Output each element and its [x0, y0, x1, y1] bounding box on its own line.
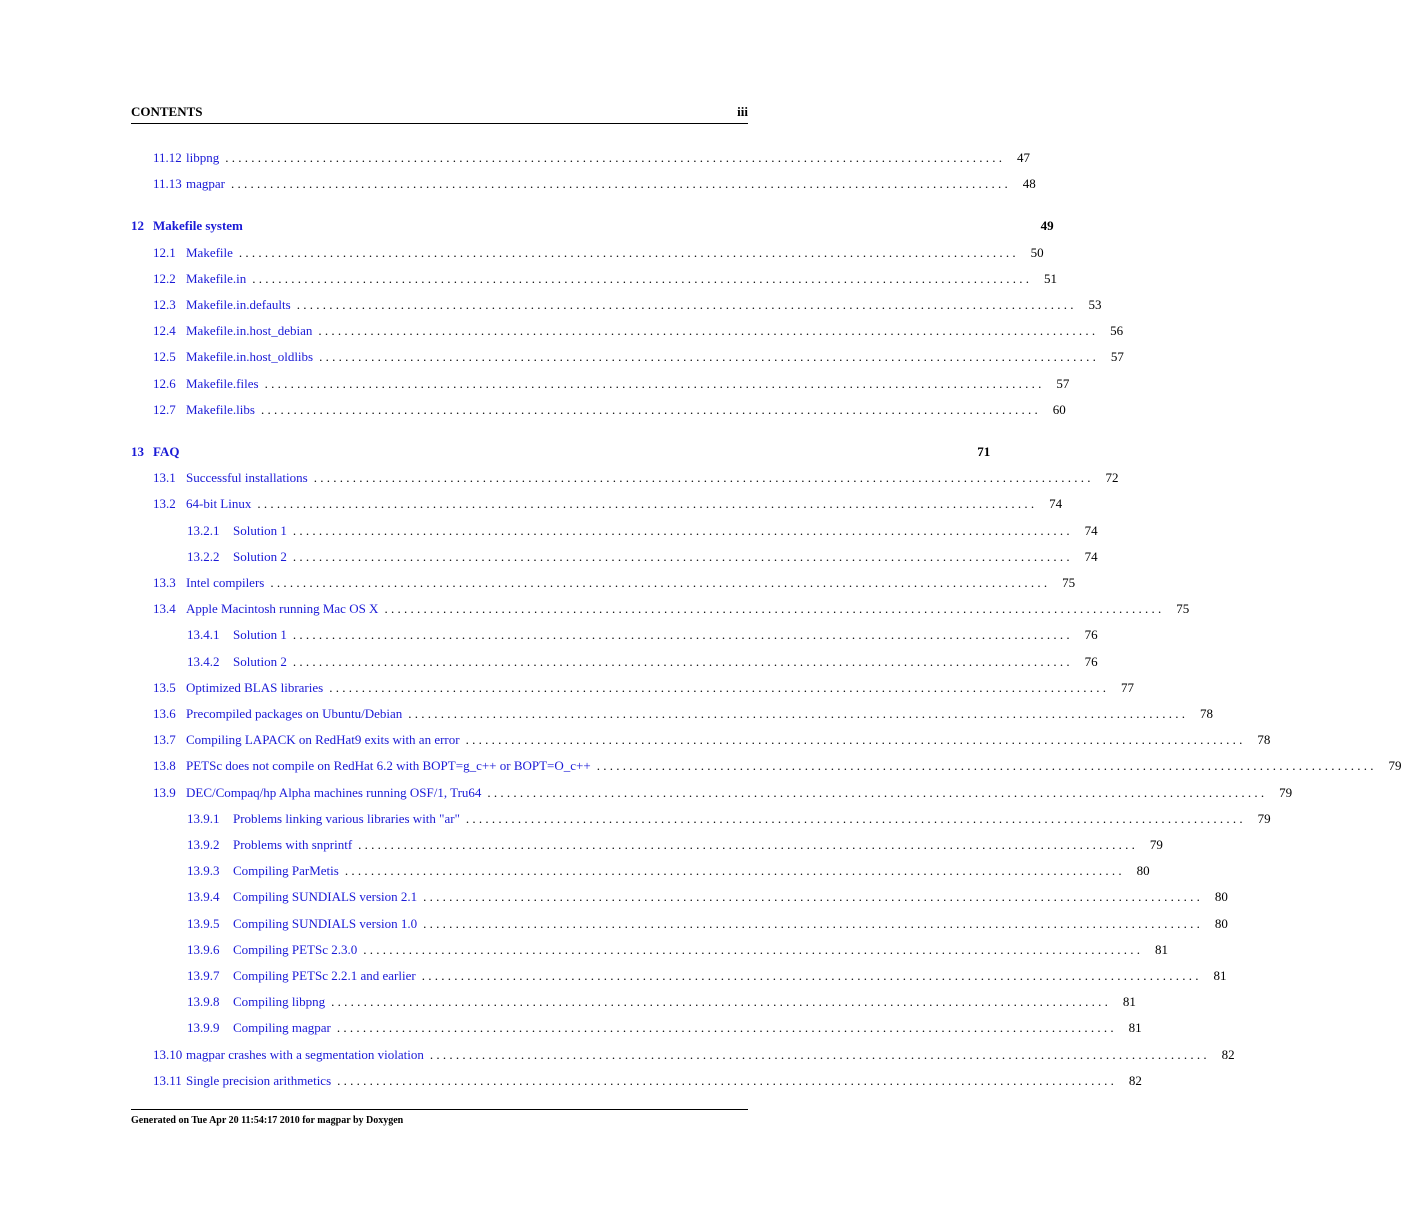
toc-entry-title: Solution 1 — [233, 522, 287, 538]
toc-leader-dots: . . . . . . . . . . . . . . . . . . . . . . . . . . . . . . . . . . . . . . . . . . . . . . . . . . . . . . . . . . . . . . . . . . . . . . . . . . . . . . . . . . . . . . . . . . . . . . . . . . . . . . . . . . . . . . . . . . . . . . . . — [421, 968, 1199, 983]
header-title: CONTENTS — [131, 104, 203, 119]
toc-entry-page: 79 — [1279, 784, 1293, 800]
toc-leader-dots: . . . . . . . . . . . . . . . . . . . . . . . . . . . . . . . . . . . . . . . . . . . . . . . . . . . . . . . . . . . . . . . . . . . . . . . . . . . . . . . . . . . . . . . . . . . . . . . . . . . . . . . . . . . . . . . . . . . . . . . . — [264, 375, 1042, 391]
toc-entry[interactable] — [153, 375, 1070, 393]
toc-entry-number: 13.4.1 — [187, 627, 220, 643]
toc-entry[interactable] — [153, 495, 1063, 513]
toc-entry-page: 82 — [1221, 1046, 1235, 1062]
toc-leader-dots: . . . . . . . . . . . . . . . . . . . . . . . . . . . . . . . . . . . . . . . . . . . . . . . . . . . . . . . . . . . . . . . . . . . . . . . . . . . . . . . . . . . . . . . . . . . . . . . . . . . . . . . . . . . . . . . . . . . . . . . . — [465, 810, 1243, 826]
toc-entry-link[interactable] — [187, 888, 417, 906]
toc-entry-title: Compiling PETSc 2.2.1 and earlier — [233, 968, 416, 983]
toc-entry-link[interactable] — [153, 322, 312, 340]
toc-entry[interactable] — [153, 322, 1124, 340]
toc-entry[interactable] — [153, 1072, 1142, 1090]
toc-entry-page: 56 — [1110, 323, 1124, 339]
toc-entry-title: 64-bit Linux — [186, 496, 252, 512]
toc-entry-link[interactable] — [153, 401, 255, 419]
toc-leader-dots: . . . . . . . . . . . . . . . . . . . . . . . . . . . . . . . . . . . . . . . . . . . . . . . . . . . . . . . . . . . . . . . . . . . . . . . . . . . . . . . . . . . . . . . . . . . . . . . . . . . . . . . . . . . . . . . . . . . . . . . . — [423, 889, 1200, 905]
toc-entry-number: 13.10 — [153, 1046, 183, 1062]
toc-entry-page: 78 — [1257, 732, 1271, 748]
toc-entry-number: 12.6 — [153, 375, 176, 391]
toc-entry-page: 57 — [1056, 375, 1070, 391]
toc-entry-page: 50 — [1030, 244, 1044, 260]
toc-leader-dots: . . . . . . . . . . . . . . . . . . . . . . . . . . . . . . . . . . . . . . . . . . . . . . . . . . . . . . . . . . . . . . . . . . . . . . . . . . . . . . . . . . . . . . . . . . . . . . . . . . . . . . . . . . . . . . . . . . . . . . . . — [337, 1072, 1114, 1088]
toc-entry-link[interactable] — [153, 175, 225, 193]
toc-entry-title: Precompiled packages on Ubuntu/Debian — [186, 706, 403, 721]
toc-entry[interactable] — [153, 244, 1044, 262]
toc-entry-title: Makefile system — [153, 218, 243, 234]
toc-leader-dots: . . . . . . . . . . . . . . . . . . . . . . . . . . . . . . . . . . . . . . . . . . . . . . . . . . . . . . . . . . . . . . . . . . . . . . . . . . . . . . . . . . . . . . . . . . . . . . . . . . . . . . . . . . . . . . . . . . . . . . . . — [319, 349, 1096, 365]
header-page-number: iii — [737, 104, 748, 119]
toc-entry-page: 60 — [1052, 401, 1066, 417]
toc-entry-title: Makefile.in.host_debian — [186, 323, 313, 339]
toc-entry[interactable] — [187, 941, 1168, 959]
toc-leader-dots: . . . . . . . . . . . . . . . . . . . . . . . . . . . . . . . . . . . . . . . . . . . . . . . . . . . . . . . . . . . . . . . . . . . . . . . . . . . . . . . . . . . . . . . . . . . . . . . . . . . . . . . . . . . . . . . . . . . . . . . . — [296, 297, 1074, 312]
toc-entry-title: Solution 1 — [233, 627, 287, 643]
toc-entry-title: Apple Macintosh running Mac OS X — [186, 601, 379, 617]
toc-entry[interactable] — [153, 600, 1190, 618]
toc-entry-number: 13.9.4 — [187, 889, 220, 905]
toc-entry-page: 51 — [1044, 270, 1058, 286]
toc-entry-title: Compiling SUNDIALS version 2.1 — [233, 889, 418, 905]
toc-entry[interactable] — [153, 175, 1036, 193]
toc-entry[interactable] — [153, 679, 1134, 697]
toc-entry-page: 81 — [1122, 994, 1136, 1010]
toc-entry-link[interactable] — [187, 626, 287, 644]
toc-entry[interactable] — [153, 1046, 1235, 1064]
toc-entry-number: 13.9.2 — [187, 837, 220, 852]
toc-entry[interactable] — [187, 626, 1098, 644]
toc-leader-dots: . . . . . . . . . . . . . . . . . . . . . . . . . . . . . . . . . . . . . . . . . . . . . . . . . . . . . . . . . . . . . . . . . . . . . . . . . . . . . . . . . . . . . . . . . . . . . . . . . . . . . . . . . . . . . . . . . . . . . . . . — [363, 941, 1140, 957]
toc-leader-dots: . . . . . . . . . . . . . . . . . . . . . . . . . . . . . . . . . . . . . . . . . . . . . . . . . . . . . . . . . . . . . . . . . . . . . . . . . . . . . . . . . . . . . . . . . . . . . . . . . . . . . . . . . . . . . . . . . . . . . . . . — [596, 758, 1374, 774]
toc-leader-dots: . . . . . . . . . . . . . . . . . . . . . . . . . . . . . . . . . . . . . . . . . . . . . . . . . . . . . . . . . . . . . . . . . . . . . . . . . . . . . . . . . . . . . . . . . . . . . . . . . . . . . . . . . . . . . . . . . . . . . . . . — [408, 706, 1185, 721]
toc-entry-number: 13.4 — [153, 601, 176, 617]
toc-entry[interactable] — [187, 836, 1163, 854]
toc-entry-page: 79 — [1388, 758, 1401, 774]
footer-generated-text: Generated on Tue Apr 20 11:54:17 2010 for magpar by Doxygen — [131, 1115, 404, 1126]
toc-entry-link[interactable] — [153, 495, 251, 513]
toc-entry-link[interactable] — [187, 915, 417, 933]
toc-entry-number: 12.3 — [153, 297, 176, 312]
toc-entry-link[interactable] — [153, 679, 323, 697]
toc-entry[interactable] — [187, 810, 1271, 828]
toc-entry-page: 57 — [1110, 349, 1124, 365]
toc-entry-link[interactable] — [187, 548, 287, 566]
toc-entry[interactable] — [153, 784, 1293, 802]
toc-leader-dots: . . . . . . . . . . . . . . . . . . . . . . . . . . . . . . . . . . . . . . . . . . . . . . . . . . . . . . . . . . . . . . . . . . . . . . . . . . . . . . . . . . . . . . . . . . . . . . . . . . . . . . . . . . . . . . . . . . . . . . . . — [225, 150, 1002, 165]
toc-leader-dots: . . . . . . . . . . . . . . . . . . . . . . . . . . . . . . . . . . . . . . . . . . . . . . . . . . . . . . . . . . . . . . . . . . . . . . . . . . . . . . . . . . . . . . . . . . . . . . . . . . . . . . . . . . . . . . . . . . . . . . . . — [318, 323, 1096, 339]
toc-entry[interactable] — [153, 731, 1271, 749]
toc-entry-link[interactable] — [153, 600, 378, 618]
toc-entry-number: 13.2 — [153, 496, 176, 512]
toc-entry-title: Problems linking various libraries with "ar" — [233, 810, 460, 826]
toc-entry-page: 75 — [1176, 601, 1190, 617]
toc-entry-link[interactable] — [187, 967, 416, 985]
toc-entry-page: 79 — [1149, 837, 1163, 852]
toc-entry-title: Solution 2 — [233, 653, 287, 669]
toc-entry-title: Compiling libpng — [233, 994, 326, 1010]
toc-entry-number: 13.9.3 — [187, 863, 220, 879]
toc-entry-page: 81 — [1213, 968, 1227, 983]
toc-entry-page: 72 — [1105, 470, 1119, 486]
toc-entry[interactable] — [153, 270, 1058, 288]
toc-entry-link[interactable] — [153, 784, 481, 802]
toc-leader-dots: . . . . . . . . . . . . . . . . . . . . . . . . . . . . . . . . . . . . . . . . . . . . . . . . . . . . . . . . . . . . . . . . . . . . . . . . . . . . . . . . . . . . . . . . . . . . . . . . . . . . . . . . . . . . . . . . . . . . . . . . — [292, 548, 1070, 564]
toc-leader-dots: . . . . . . . . . . . . . . . . . . . . . . . . . . . . . . . . . . . . . . . . . . . . . . . . . . . . . . . . . . . . . . . . . . . . . . . . . . . . . . . . . . . . . . . . . . . . . . . . . . . . . . . . . . . . . . . . . . . . . . . . — [260, 401, 1038, 417]
toc-entry-title: Successful installations — [186, 470, 308, 486]
toc-entry[interactable] — [153, 348, 1124, 366]
toc-entry-link[interactable] — [187, 810, 460, 828]
toc-entry-title: Problems with snprintf — [233, 837, 353, 852]
toc-entry-link[interactable] — [187, 522, 287, 540]
toc-entry-page: 77 — [1120, 679, 1134, 695]
toc-entry-link[interactable] — [153, 149, 219, 167]
toc-leader-dots: . . . . . . . . . . . . . . . . . . . . . . . . . . . . . . . . . . . . . . . . . . . . . . . . . . . . . . . . . . . . . . . . . . . . . . . . . . . . . . . . . . . . . . . . . . . . . . . . . . . . . . . . . . . . . . . . . . . . . . . . — [358, 837, 1135, 852]
toc-entry-number: 12.7 — [153, 401, 176, 417]
toc-entry-number: 13.4.2 — [187, 653, 220, 669]
toc-entry-number: 13.2.2 — [187, 548, 220, 564]
toc-entry-number: 13.9.6 — [187, 941, 220, 957]
toc-entry-link[interactable] — [187, 993, 325, 1011]
toc-entry-page: 47 — [1016, 150, 1030, 165]
toc-entry-title: Compiling ParMetis — [233, 863, 339, 879]
toc-entry-page: 74 — [1084, 548, 1098, 564]
toc-entry[interactable] — [187, 1019, 1142, 1037]
toc-entry-link[interactable] — [153, 705, 402, 723]
toc-entry-title: Makefile.libs — [186, 401, 255, 417]
toc-entry-page: 75 — [1062, 575, 1076, 590]
toc-entry-page: 48 — [1022, 176, 1036, 192]
toc-entry-number: 13.1 — [153, 470, 176, 486]
toc-entry-title: Makefile.in.defaults — [186, 297, 291, 312]
toc-leader-dots: . . . . . . . . . . . . . . . . . . . . . . . . . . . . . . . . . . . . . . . . . . . . . . . . . . . . . . . . . . . . . . . . . . . . . . . . . . . . . . . . . . . . . . . . . . . . . . . . . . . . . . . . . . . . . . . . . . . . . . . . — [384, 601, 1162, 617]
toc-entry-link[interactable] — [153, 348, 313, 366]
toc-entry-link[interactable] — [187, 941, 357, 959]
toc-entry-title: magpar crashes with a segmentation violation — [186, 1046, 424, 1062]
toc-entry-title: libpng — [186, 150, 220, 165]
toc-entry-page: 74 — [1084, 522, 1098, 538]
toc-leader-dots: . . . . . . . . . . . . . . . . . . . . . . . . . . . . . . . . . . . . . . . . . . . . . . . . . . . . . . . . . . . . . . . . . . . . . . . . . . . . . . . . . . . . . . . . . . . . . . . . . . . . . . . . . . . . . . . . . . . . . . . . — [238, 244, 1016, 260]
toc-leader-dots: . . . . . . . . . . . . . . . . . . . . . . . . . . . . . . . . . . . . . . . . . . . . . . . . . . . . . . . . . . . . . . . . . . . . . . . . . . . . . . . . . . . . . . . . . . . . . . . . . . . . . . . . . . . . . . . . . . . . . . . . — [257, 496, 1035, 512]
toc-leader-dots: . . . . . . . . . . . . . . . . . . . . . . . . . . . . . . . . . . . . . . . . . . . . . . . . . . . . . . . . . . . . . . . . . . . . . . . . . . . . . . . . . . . . . . . . . . . . . . . . . . . . . . . . . . . . . . . . . . . . . . . . — [329, 679, 1106, 695]
toc-entry-title: Makefile.in — [186, 270, 247, 286]
toc-entry-link[interactable] — [153, 574, 264, 592]
toc-entry-link[interactable] — [187, 836, 352, 854]
toc-entry-number: 13.9.5 — [187, 915, 220, 931]
toc-entry-link[interactable] — [153, 1072, 331, 1090]
toc-entry-title: DEC/Compaq/hp Alpha machines running OSF/1, Tru64 — [186, 784, 482, 800]
toc-leader-dots: . . . . . . . . . . . . . . . . . . . . . . . . . . . . . . . . . . . . . . . . . . . . . . . . . . . . . . . . . . . . . . . . . . . . . . . . . . . . . . . . . . . . . . . . . . . . . . . . . . . . . . . . . . . . . . . . . . . . . . . . — [331, 994, 1108, 1010]
toc-leader-dots: . . . . . . . . . . . . . . . . . . . . . . . . . . . . . . . . . . . . . . . . . . . . . . . . . . . . . . . . . . . . . . . . . . . . . . . . . . . . . . . . . . . . . . . . . . . . . . . . . . . . . . . . . . . . . . . . . . . . . . . . — [292, 627, 1070, 643]
toc-entry[interactable] — [187, 888, 1228, 906]
toc-entry-page: 76 — [1084, 627, 1098, 643]
toc-entry-title: Compiling PETSc 2.3.0 — [233, 941, 358, 957]
toc-entry-number: 13.2.1 — [187, 522, 220, 538]
toc-entry-link[interactable] — [153, 296, 291, 314]
toc-entry-link[interactable] — [187, 653, 287, 671]
page-footer — [131, 1109, 748, 1126]
toc-entry-number: 13.9.7 — [187, 968, 220, 983]
toc-entry-number: 12.2 — [153, 270, 176, 286]
toc-entry-page: 49 — [1040, 218, 1054, 234]
toc-leader-dots: . . . . . . . . . . . . . . . . . . . . . . . . . . . . . . . . . . . . . . . . . . . . . . . . . . . . . . . . . . . . . . . . . . . . . . . . . . . . . . . . . . . . . . . . . . . . . . . . . . . . . . . . . . . . . . . . . . . . . . . . — [230, 176, 1008, 192]
toc-entry-number: 11.13 — [153, 176, 182, 192]
toc-entry-number: 13.9.8 — [187, 994, 220, 1010]
toc-leader-dots: . . . . . . . . . . . . . . . . . . . . . . . . . . . . . . . . . . . . . . . . . . . . . . . . . . . . . . . . . . . . . . . . . . . . . . . . . . . . . . . . . . . . . . . . . . . . . . . . . . . . . . . . . . . . . . . . . . . . . . . . — [292, 653, 1070, 669]
toc-entry-title: FAQ — [153, 444, 180, 459]
toc-entry-title: Single precision arithmetics — [186, 1072, 332, 1088]
toc-entry[interactable] — [187, 653, 1098, 671]
toc-entry-link[interactable] — [153, 1046, 424, 1064]
toc-entry-link[interactable] — [187, 862, 339, 880]
toc-entry-title: Intel compilers — [186, 575, 265, 590]
toc-entry-page: 74 — [1049, 496, 1063, 512]
toc-entry[interactable] — [153, 401, 1066, 419]
toc-entry-number: 13.9 — [153, 784, 176, 800]
toc-entry-number: 12.1 — [153, 244, 176, 260]
toc-entry-link[interactable] — [131, 443, 179, 461]
toc-entry[interactable] — [153, 469, 1119, 487]
toc-entry[interactable] — [153, 705, 1213, 723]
toc-entry-link[interactable] — [153, 244, 233, 262]
toc-entry[interactable] — [187, 993, 1136, 1011]
toc-entry-number: 13.8 — [153, 758, 176, 774]
toc-entry-number: 13 — [131, 444, 144, 459]
toc-entry-page: 78 — [1200, 706, 1213, 721]
toc-entry-title: Compiling SUNDIALS version 1.0 — [233, 915, 418, 931]
toc-entry-number: 13.7 — [153, 732, 176, 748]
toc-entry-link[interactable] — [153, 757, 591, 775]
toc-entry-title: Makefile.files — [186, 375, 259, 391]
toc-entry-title: Compiling LAPACK on RedHat9 exits with an error — [186, 732, 460, 748]
toc-entry-link[interactable] — [131, 217, 243, 235]
toc-entry-page: 80 — [1214, 889, 1228, 905]
toc-entry-title: magpar — [186, 176, 225, 192]
toc-entry[interactable] — [187, 522, 1098, 540]
toc-entry[interactable] — [187, 967, 1227, 985]
toc-entry-number: 11.12 — [153, 150, 182, 165]
toc-entry-page: 76 — [1084, 653, 1098, 669]
toc-entry[interactable] — [153, 574, 1076, 592]
toc-entry[interactable] — [187, 915, 1228, 933]
toc-leader-dots: . . . . . . . . . . . . . . . . . . . . . . . . . . . . . . . . . . . . . . . . . . . . . . . . . . . . . . . . . . . . . . . . . . . . . . . . . . . . . . . . . . . . . . . . . . . . . . . . . . . . . . . . . . . . . . . . . . . . . . . . — [423, 915, 1200, 931]
toc-leader-dots: . . . . . . . . . . . . . . . . . . . . . . . . . . . . . . . . . . . . . . . . . . . . . . . . . . . . . . . . . . . . . . . . . . . . . . . . . . . . . . . . . . . . . . . . . . . . . . . . . . . . . . . . . . . . . . . . . . . . . . . . — [252, 270, 1030, 286]
toc-entry-number: 13.11 — [153, 1072, 182, 1088]
toc-entry-number: 13.9.1 — [187, 810, 220, 826]
toc-entry-page: 82 — [1128, 1072, 1142, 1088]
toc-entry-page: 71 — [977, 444, 991, 459]
toc-entry[interactable] — [153, 757, 1401, 775]
toc-entry[interactable] — [187, 548, 1098, 566]
toc-entry-link[interactable] — [187, 1019, 331, 1037]
toc-entry-number: 12.4 — [153, 323, 176, 339]
toc-leader-dots: . . . . . . . . . . . . . . . . . . . . . . . . . . . . . . . . . . . . . . . . . . . . . . . . . . . . . . . . . . . . . . . . . . . . . . . . . . . . . . . . . . . . . . . . . . . . . . . . . . . . . . . . . . . . . . . . . . . . . . . . — [270, 575, 1048, 590]
toc-entry-page: 81 — [1154, 941, 1168, 957]
toc-entry-title: Solution 2 — [233, 548, 287, 564]
toc-entry-page: 80 — [1136, 863, 1150, 879]
toc-entry-title: Makefile.in.host_oldlibs — [186, 349, 314, 365]
toc-entry-page: 80 — [1214, 915, 1228, 931]
toc-entry-title: Makefile — [186, 244, 233, 260]
toc-entry-page: 79 — [1257, 810, 1271, 826]
toc-leader-dots: . . . . . . . . . . . . . . . . . . . . . . . . . . . . . . . . . . . . . . . . . . . . . . . . . . . . . . . . . . . . . . . . . . . . . . . . . . . . . . . . . . . . . . . . . . . . . . . . . . . . . . . . . . . . . . . . . . . . . . . . — [344, 863, 1122, 879]
toc-leader-dots: . . . . . . . . . . . . . . . . . . . . . . . . . . . . . . . . . . . . . . . . . . . . . . . . . . . . . . . . . . . . . . . . . . . . . . . . . . . . . . . . . . . . . . . . . . . . . . . . . . . . . . . . . . . . . . . . . . . . . . . . — [487, 784, 1265, 800]
toc-entry-title: PETSc does not compile on RedHat 6.2 with BOPT=g_c++ or BOPT=O_c++ — [186, 758, 591, 774]
toc-entry-number: 13.5 — [153, 679, 176, 695]
toc-leader-dots: . . . . . . . . . . . . . . . . . . . . . . . . . . . . . . . . . . . . . . . . . . . . . . . . . . . . . . . . . . . . . . . . . . . . . . . . . . . . . . . . . . . . . . . . . . . . . . . . . . . . . . . . . . . . . . . . . . . . . . . . — [465, 732, 1243, 748]
toc-leader-dots: . . . . . . . . . . . . . . . . . . . . . . . . . . . . . . . . . . . . . . . . . . . . . . . . . . . . . . . . . . . . . . . . . . . . . . . . . . . . . . . . . . . . . . . . . . . . . . . . . . . . . . . . . . . . . . . . . . . . . . . . — [292, 522, 1070, 538]
toc-entry-page: 53 — [1088, 297, 1102, 312]
toc-leader-dots: . . . . . . . . . . . . . . . . . . . . . . . . . . . . . . . . . . . . . . . . . . . . . . . . . . . . . . . . . . . . . . . . . . . . . . . . . . . . . . . . . . . . . . . . . . . . . . . . . . . . . . . . . . . . . . . . . . . . . . . . — [313, 470, 1091, 486]
toc-entry-number: 13.6 — [153, 706, 176, 721]
toc-entry-number: 13.3 — [153, 575, 176, 590]
toc-leader-dots: . . . . . . . . . . . . . . . . . . . . . . . . . . . . . . . . . . . . . . . . . . . . . . . . . . . . . . . . . . . . . . . . . . . . . . . . . . . . . . . . . . . . . . . . . . . . . . . . . . . . . . . . . . . . . . . . . . . . . . . . — [336, 1020, 1114, 1036]
toc-leader-dots: . . . . . . . . . . . . . . . . . . . . . . . . . . . . . . . . . . . . . . . . . . . . . . . . . . . . . . . . . . . . . . . . . . . . . . . . . . . . . . . . . . . . . . . . . . . . . . . . . . . . . . . . . . . . . . . . . . . . . . . . — [429, 1046, 1207, 1062]
toc-entry-number: 12.5 — [153, 349, 176, 365]
toc-chapter-entry[interactable] — [131, 217, 1054, 235]
toc-entry-link[interactable] — [153, 375, 259, 393]
toc-entry-link[interactable] — [153, 270, 246, 288]
toc-entry-number: 12 — [131, 218, 144, 234]
toc-entry-link[interactable] — [153, 469, 308, 487]
toc-entry[interactable] — [187, 862, 1150, 880]
toc-entry[interactable] — [153, 296, 1102, 314]
toc-entry-number: 13.9.9 — [187, 1020, 220, 1036]
toc-entry-title: Compiling magpar — [233, 1020, 331, 1036]
toc-entry-link[interactable] — [153, 731, 460, 749]
toc-entry[interactable] — [153, 149, 1030, 167]
toc-entry-page: 81 — [1128, 1020, 1142, 1036]
toc-entry-title: Optimized BLAS libraries — [186, 679, 324, 695]
toc-chapter-entry[interactable] — [131, 443, 991, 461]
